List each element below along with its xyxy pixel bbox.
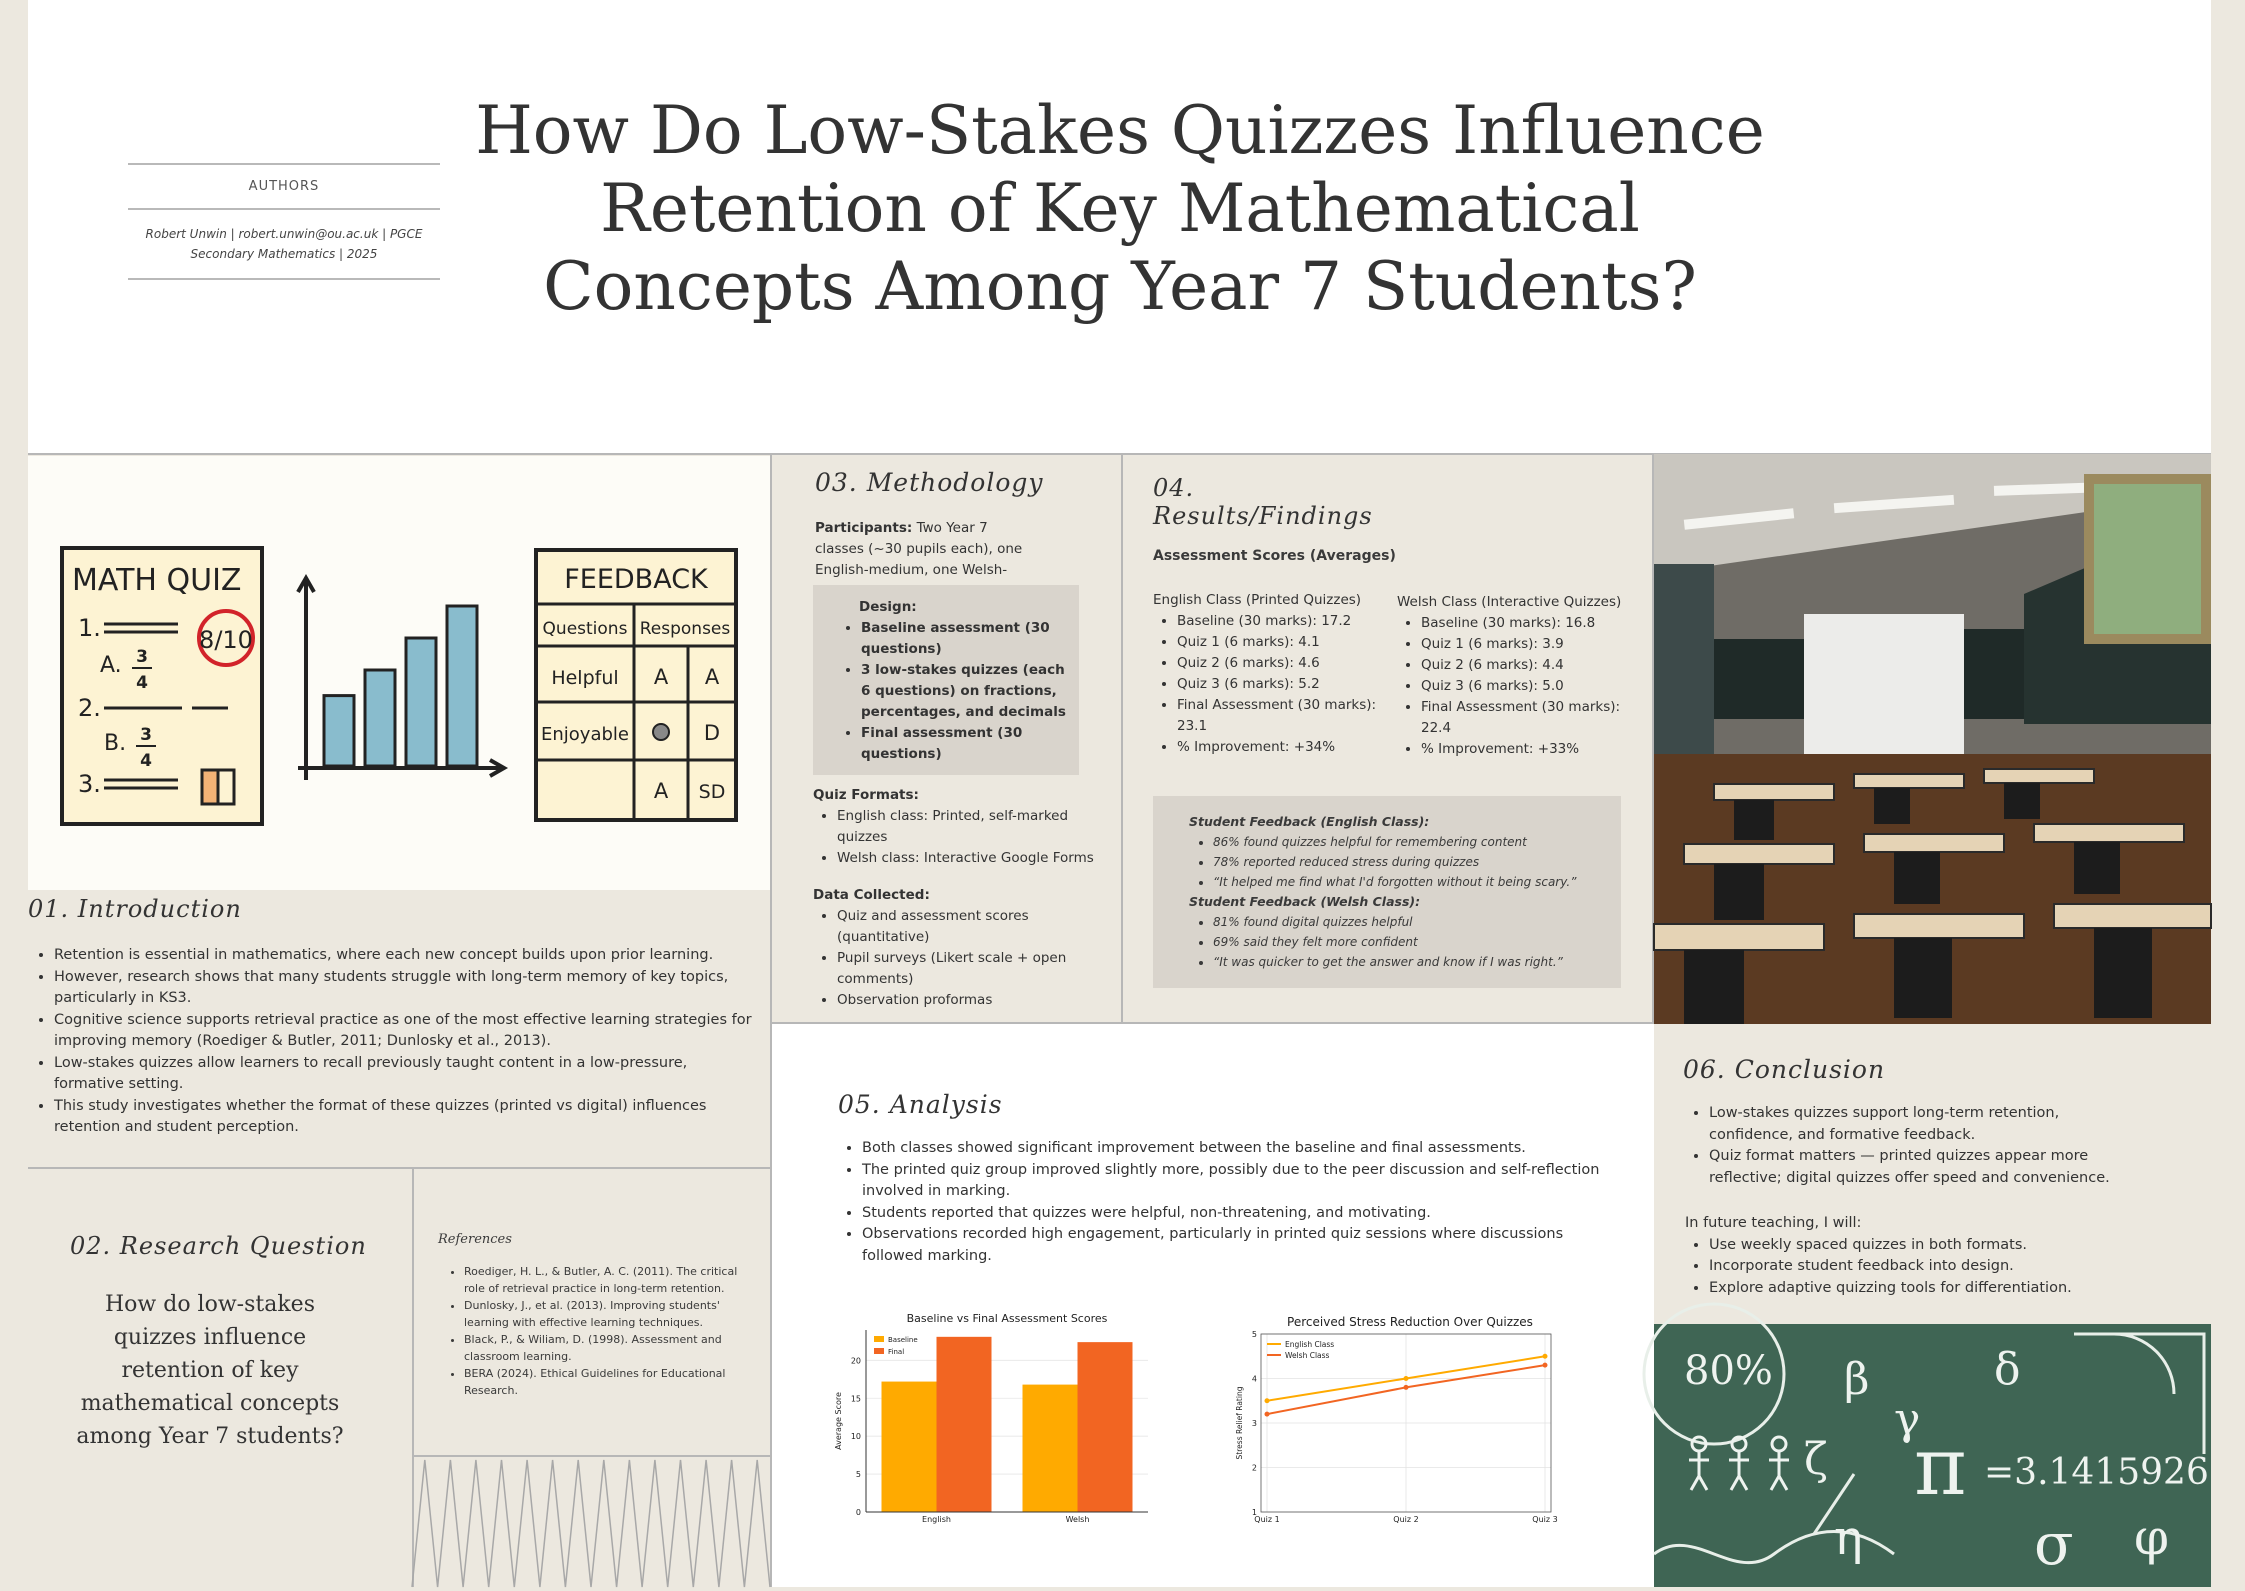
data-point [1404,1385,1409,1390]
quiz-illustration [28,456,770,890]
chart-title: Baseline vs Final Assessment Scores [906,1312,1108,1325]
reference-item: • Roediger, H. L., & Butler, A. C. (2011). The critical role of retrieval practice in long-term retention. [464,1263,750,1297]
y-tick-label: 20 [850,1356,861,1366]
chalk-text: β [1844,1354,1870,1405]
list-item: • Observations recorded high engagement, particularly in printed quiz sessions where discussions followed marking. [862,1224,1618,1267]
list-item: • Pupil surveys (Likert scale + open comments) [837,948,1113,990]
y-tick-label: 5 [1251,1330,1257,1339]
response-dot [653,724,669,740]
data-label: Data Collected: [813,887,930,903]
y-tick-label: 2 [1251,1463,1257,1473]
data-point [1404,1376,1409,1381]
reference-item: • Dunlosky, J., et al. (2013). Improving students' learning with effective learning techniques. [464,1297,750,1331]
line-chart-stress-reduction [1235,1308,1565,1524]
list-item: • This study investigates whether the format of these quizzes (printed vs digital) influences retention and student perception. [54,1096,760,1139]
feedback-english-list [1189,832,1597,892]
data-point [1543,1354,1548,1359]
list-item: • “It helped me find what I'd forgotten without it being scary.” [1213,872,1597,892]
chalk-text: σ [2034,1510,2074,1578]
research-question-text: How do low-stakes quizzes influence retention of key mathematical concepts among Year 7 students? [76,1292,344,1449]
bar-final-english [937,1337,992,1512]
list-item: • Quiz 2 (6 marks): 4.6 [1177,653,1383,674]
reference-item: • BERA (2024). Ethical Guidelines for Educational Research. [464,1365,750,1399]
divider [128,278,440,280]
participants-value: Two Year 7 classes (~30 pupils each), one English-medium, one Welsh- [815,520,1023,578]
future-teaching [1685,1213,2145,1299]
y-tick-label: 0 [855,1508,861,1517]
list-item: • Final Assessment (30 marks): 23.1 [1177,695,1383,737]
divider [1121,454,1123,1024]
welsh-heading: Welsh Class (Interactive Quizzes) [1397,594,1622,610]
cell: D [703,721,721,745]
list-item: • Retention is essential in mathematics, where each new concept builds upon prior learning. [54,945,760,967]
list-item: • Use weekly spaced quizzes in both formats. [1709,1235,2145,1257]
chalk-text: η [1834,1510,1863,1566]
english-heading: English Class (Printed Quizzes) [1153,592,1362,608]
analysis-title: 05. Analysis [838,1090,1003,1119]
design-label: Design: [859,599,917,615]
list-item: • Quiz and assessment scores (quantitative) [837,906,1113,948]
list-item: • However, research shows that many students struggle with long-term memory of key topics, particularly in KS3. [54,967,760,1010]
icon-bar [406,638,436,766]
frac-num: 3 [140,725,152,745]
x-tick-label: Quiz 3 [1532,1515,1558,1524]
list-item: • Baseline assessment (30 questions) [861,618,1067,660]
q1a-label: A. [100,653,122,678]
research-question-title: 02. Research Question [70,1232,367,1260]
y-tick-label: 10 [850,1432,861,1442]
feedback-title: FEEDBACK [564,564,708,595]
chalk-text: 80% [1684,1348,1773,1394]
legend-label: Welsh Class [1285,1351,1330,1360]
list-item: • The printed quiz group improved slightly more, possibly due to the peer discussion and self-reflection involved in marking. [862,1160,1618,1203]
cell: A [653,665,669,689]
classroom-photo [1654,454,2211,1024]
quiz-title: MATH QUIZ [72,563,242,598]
zigzag-decoration [412,1456,770,1587]
list-item: • Quiz 1 (6 marks): 4.1 [1177,632,1383,653]
data-point [1543,1363,1548,1368]
welsh-results [1397,592,1627,760]
english-results [1153,590,1383,758]
divider [28,1167,770,1169]
row-enjoyable: Enjoyable [541,724,629,745]
design-list [837,618,1067,765]
list-item: • Final Assessment (30 marks): 22.4 [1421,697,1627,739]
feedback-welsh-heading: Student Feedback (Welsh Class): [1189,894,1421,909]
list-item: • Quiz 3 (6 marks): 5.2 [1177,674,1383,695]
list-item: • Quiz 1 (6 marks): 3.9 [1421,634,1627,655]
list-item: • Welsh class: Interactive Google Forms [837,848,1113,869]
analysis-list [838,1138,1618,1267]
future-label: In future teaching, I will: [1685,1215,1862,1231]
references-title: References [438,1232,512,1247]
legend-label: Baseline [888,1336,918,1344]
legend-label: Final [888,1348,905,1356]
x-tick-label: Quiz 1 [1254,1515,1280,1524]
legend-label: English Class [1285,1340,1335,1349]
q3-label: 3. [78,770,101,798]
cell: A [704,665,720,689]
frac-den: 4 [136,673,148,693]
english-list [1153,611,1383,758]
chalkboard-image [1654,1324,2211,1587]
list-item: • 78% reported reduced stress during quizzes [1213,852,1597,872]
conclusion-list [1685,1103,2145,1189]
list-item: • Low-stakes quizzes support long-term retention, confidence, and formative feedback. [1709,1103,2145,1146]
y-tick-label: 15 [850,1394,861,1404]
bar-baseline-welsh [1023,1385,1078,1512]
q2b-label: B. [104,731,127,756]
frac-den: 4 [140,751,152,771]
list-item: • 81% found digital quizzes helpful [1213,912,1597,932]
q1-label: 1. [78,614,101,642]
q2-label: 2. [78,694,101,722]
list-item: • 3 low-stakes quizzes (each 6 questions) on fractions, percentages, and decimals [861,660,1067,723]
list-item: • “It was quicker to get the answer and know if I was right.” [1213,952,1597,972]
cell: SD [698,781,726,803]
chalk-text: ζ [1804,1434,1828,1485]
icon-bar [324,696,354,766]
list-item: • Students reported that quizzes were helpful, non-threatening, and motivating. [862,1203,1618,1225]
list-item: • Quiz 2 (6 marks): 4.4 [1421,655,1627,676]
feedback-english-heading: Student Feedback (English Class): [1189,814,1430,829]
future-list [1685,1235,2145,1300]
welsh-list [1397,613,1627,760]
results-subtitle: Assessment Scores (Averages) [1153,548,1396,564]
poster-title: How Do Low-Stakes Quizzes Influence Retention of Key Mathematical Concepts Among Year 7 Students? [475,92,1765,325]
introduction-title: 01. Introduction [28,895,242,923]
conclusion-title: 06. Conclusion [1683,1055,1886,1084]
bar-final-welsh [1078,1342,1133,1512]
y-tick-label: 3 [1251,1419,1257,1428]
bar-baseline-english [882,1382,937,1512]
bar-chart-baseline-final [832,1308,1162,1524]
student-feedback-box [1153,796,1621,988]
list-item: • Observation proformas [837,990,1113,1011]
col-responses: Responses [639,619,731,639]
data-point [1265,1398,1270,1403]
list-item: • Low-stakes quizzes allow learners to recall previously taught content in a low-pressure, formative setting. [54,1053,760,1096]
cell: A [653,779,669,803]
reference-item: • Black, P., & Wiliam, D. (1998). Assessment and classroom learning. [464,1331,750,1365]
chalk-text: φ [2134,1508,2170,1566]
data-point [1265,1412,1270,1417]
authors-text: Robert Unwin | robert.unwin@ou.ac.uk | PGCE Secondary Mathematics | 2025 [145,227,423,261]
methodology-title: 03. Methodology [815,468,1044,497]
x-tick-label: Quiz 2 [1393,1515,1419,1524]
list-item: • Incorporate student feedback into design. [1709,1256,2145,1278]
results-title-number: 04. [1153,474,1195,502]
data-list [813,906,1113,1011]
list-item: • Baseline (30 marks): 17.2 [1177,611,1383,632]
list-item: • 86% found quizzes helpful for remembering content [1213,832,1597,852]
y-tick-label: 1 [1251,1508,1257,1517]
bar-chart-icon [298,578,504,780]
list-item: • English class: Printed, self-marked quizzes [837,806,1113,848]
quiz-score: 8/10 [199,626,253,654]
list-item: • Quiz 3 (6 marks): 5.0 [1421,676,1627,697]
formats-list [813,806,1113,869]
row-helpful: Helpful [551,667,619,689]
list-item: • Final assessment (30 questions) [861,723,1067,765]
chart-title: Perceived Stress Reduction Over Quizzes [1287,1315,1533,1329]
y-axis-label: Stress Relief Rating [1235,1386,1244,1460]
list-item: • Both classes showed significant improvement between the baseline and final assessments. [862,1138,1618,1160]
list-item: • Baseline (30 marks): 16.8 [1421,613,1627,634]
results-title-text: Results/Findings [1153,502,1373,530]
list-item: • % Improvement: +34% [1177,737,1383,758]
y-axis-label: Average Score [834,1392,843,1450]
quiz-formats [813,785,1113,869]
y-tick-label: 5 [855,1470,861,1480]
icon-bar [365,670,395,766]
authors-block [128,163,440,280]
chalk-text: =3.1415926 [1984,1452,2209,1493]
chalk-text: γ [1894,1394,1921,1445]
legend-swatch [874,1348,884,1354]
formats-label: Quiz Formats: [813,787,919,803]
list-item: • % Improvement: +33% [1421,739,1627,760]
feedback-welsh-list [1189,912,1597,972]
col-questions: Questions [542,619,628,639]
x-tick-label: English [922,1515,951,1524]
authors-label: AUTHORS [248,179,320,194]
y-tick-label: 4 [1251,1374,1257,1384]
design-box [813,585,1079,775]
list-item: • Quiz format matters — printed quizzes appear more reflective; digital quizzes offer speed and convenience. [1709,1146,2145,1189]
results-title [1153,474,1373,530]
list-item: • Explore adaptive quizzing tools for differentiation. [1709,1278,2145,1300]
participants-label: Participants: [815,520,913,536]
introduction-list [30,945,760,1139]
frac-num: 3 [136,647,148,667]
chalk-text: π [1914,1420,1967,1513]
references-list [440,1263,750,1399]
icon-bar [447,606,477,766]
chalk-text: δ [1994,1344,2021,1395]
list-item: • Cognitive science supports retrieval practice as one of the most effective learning strategies for improving memory (Roediger & Butler, 2011; Dunlosky et al., 2013). [54,1010,760,1053]
legend-swatch [874,1336,884,1342]
data-collected [813,885,1113,1011]
list-item: • 69% said they felt more confident [1213,932,1597,952]
x-tick-label: Welsh [1065,1515,1090,1524]
